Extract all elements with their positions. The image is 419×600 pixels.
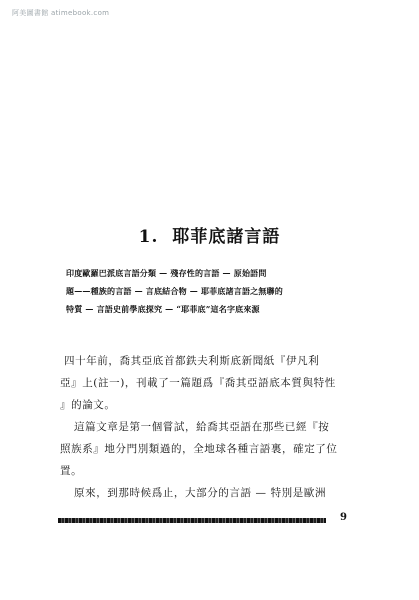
summary-line: 題——種族的言語 — 言底結合物 — 耶菲底諸言語之無聯的 — [66, 286, 283, 296]
chapter-title — [0, 222, 419, 247]
paragraph-line: 原來，到那時候爲止，大部分的言語 — 特別是歐洲 — [74, 487, 327, 499]
paragraph-line: 置。 — [60, 465, 83, 477]
chapter-title-text: 耶菲底諸言語 — [172, 227, 281, 247]
footer-rule — [58, 518, 326, 523]
watermark: 阿美圖書館 atimebook.com — [12, 9, 110, 17]
summary-line: 特質 — 言語史前學底探究 — “耶菲底”這名字底來源 — [66, 304, 260, 314]
summary-line: 印度歐羅巴派底言語分類 — 殘存性的言語 — 原始語問 — [66, 268, 267, 278]
body-text — [60, 350, 360, 504]
paragraph-line: 照族系』地分門別類過的，全地球各種言語裏，確定了位 — [60, 443, 338, 455]
paragraph-line: 』的論文。 — [60, 399, 116, 411]
page-footer — [58, 514, 358, 528]
paragraph-line: 亞』上(註一)，刊載了一篇題爲『喬其亞語底本質與特性 — [60, 377, 336, 389]
chapter-summary — [66, 264, 366, 318]
chapter-number: 1. — [138, 227, 159, 247]
paragraph-line: 四十年前，喬其亞底首都鉄夫利斯底新聞紙『伊凡利 — [64, 355, 320, 367]
page-number: 9 — [340, 512, 347, 523]
paragraph-line: 這篇文章是第一個嘗試，給喬其亞語在那些已經『按 — [74, 421, 330, 433]
